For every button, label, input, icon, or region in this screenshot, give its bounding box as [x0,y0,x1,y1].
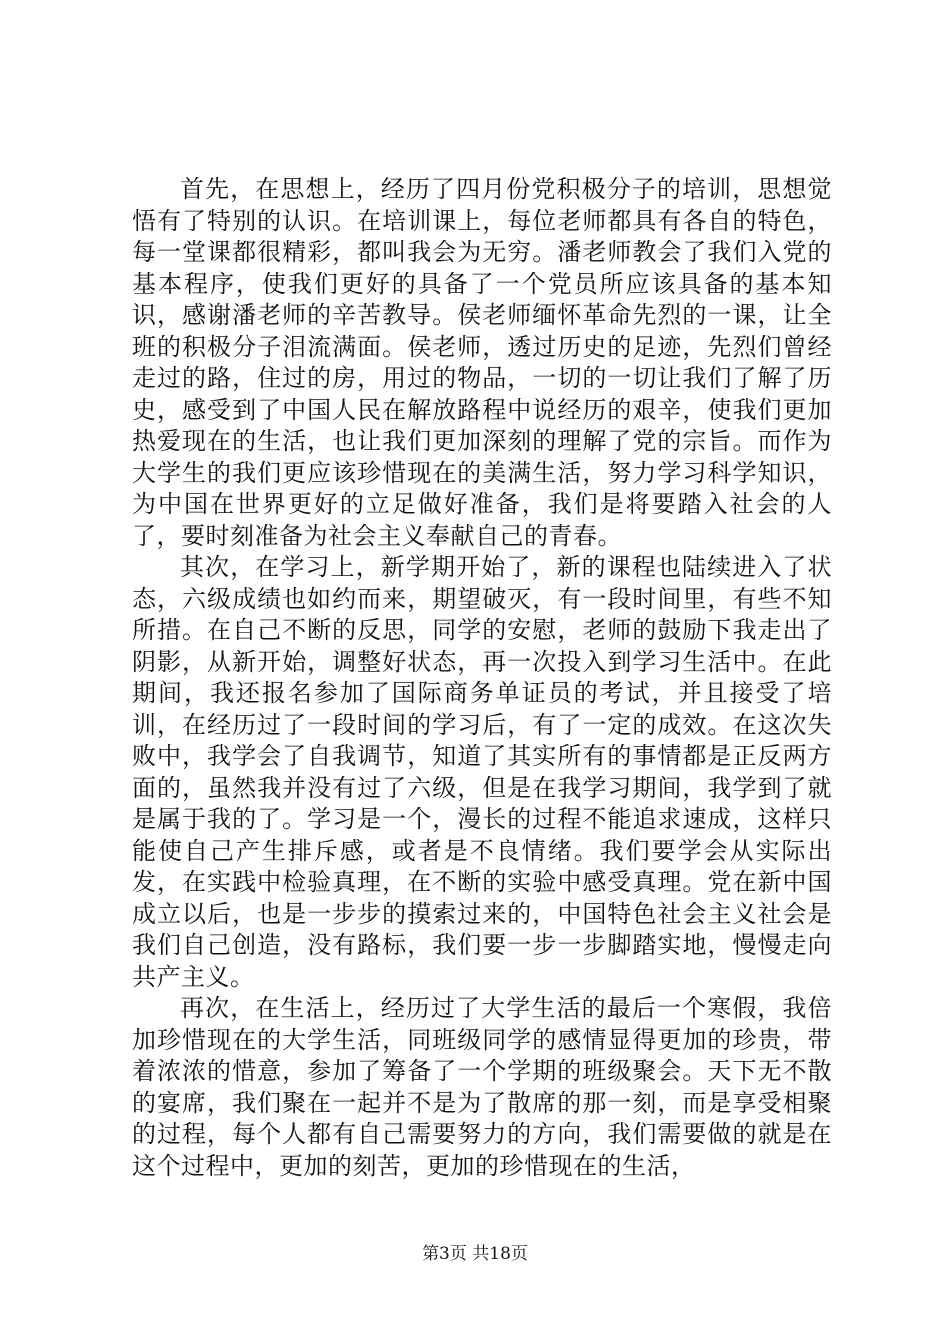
paragraph-thought: 首先，在思想上，经历了四月份党积极分子的培训，思想觉悟有了特别的认识。在培训课上，每位老师都具有各自的特色，每一堂课都很精彩，都叫我会为无穷。潘老师教会了我们入党的基本程序，使我们更好的具备了一个党员所应该具备的基本知识，感谢潘老师的辛苦教导。侯老师缅怀革命先烈的一课，让全班的积极分子泪流满面。侯老师，透过历史的足迹，先烈们曾经走过的路，住过的房，用过的物品，一切的一切让我们了解了历史，感受到了中国人民在解放路程中说经历的艰辛，使我们更加热爱现在的生活，也让我们更加深刻的理解了党的宗旨。而作为大学生的我们更应该珍惜现在的美满生活，努力学习科学知识，为中国在世界更好的立足做好准备，我们是将要踏入社会的人了，要时刻准备为社会主义奉献自己的青春。 [132,175,832,550]
page-number-footer: 第3页 共18页 [422,1244,528,1264]
paragraph-life: 再次，在生活上，经历过了大学生活的最后一个寒假，我倍加珍惜现在的大学生活，同班级同学的感情显得更加的珍贵，带着浓浓的惜意，参加了筹备了一个学期的班级聚会。天下无不散的宴席，我们聚在一起并不是为了散席的那一刻，而是享受相聚的过程，每个人都有自己需要努力的方向，我们需要做的就是在这个过程中，更加的刻苦，更加的珍惜现在的生活， [132,994,832,1180]
document-body [132,174,832,1182]
paragraph-study: 其次，在学习上，新学期开始了，新的课程也陆续进入了状态，六级成绩也如约而来，期望破灭，有一段时间里，有些不知所措。在自己不断的反思，同学的安慰，老师的鼓励下我走出了阴影，从新开始，调整好状态，再一次投入到学习生活中。在此期间，我还报名参加了国际商务单证员的考试，并且接受了培训，在经历过了一段时间的学习后，有了一定的成效。在这次失败中，我学会了自我调节，知道了其实所有的事情都是正反两方面的，虽然我并没有过了六级，但是在我学习期间，我学到了就是属于我的了。学习是一个，漫长的过程不能追求速成，这样只能使自己产生排斥感，或者是不良情绪。我们要学会从实际出发，在实践中检验真理，在不断的实验中感受真理。党在新中国成立以后，也是一步步的摸索过来的，中国特色社会主义社会是我们自己创造，没有路标，我们要一步一步脚踏实地，慢慢走向共产主义。 [132,553,832,991]
